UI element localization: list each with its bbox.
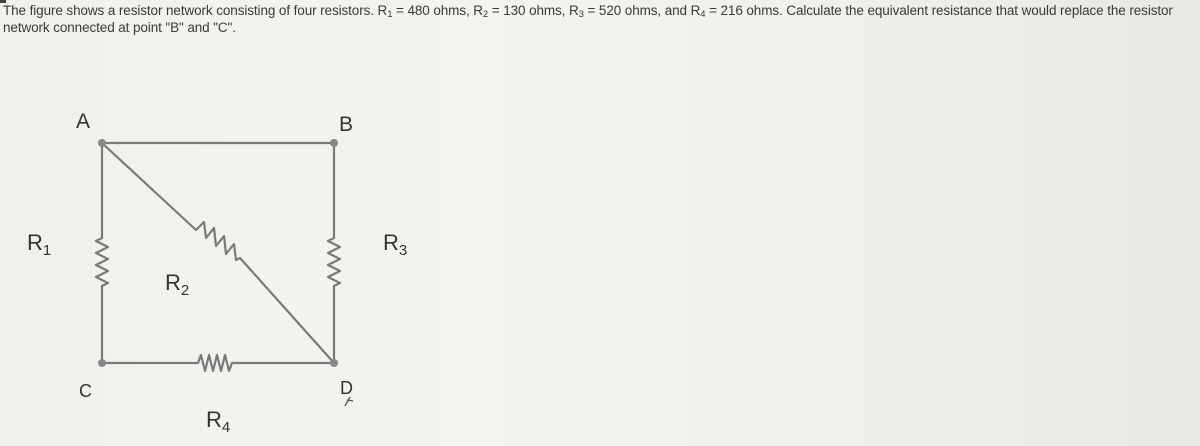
r4-label: $R_4$: [206, 407, 231, 436]
circuit-wires: [96, 143, 340, 371]
resistor-r1-zigzag: [96, 143, 108, 363]
node-a-label: A: [76, 110, 91, 133]
resistor-r4-zigzag: [102, 355, 334, 371]
node-b-label: B: [339, 113, 354, 136]
r1-subscript: 1: [387, 9, 393, 20]
r3-subscript: 3: [578, 9, 584, 20]
node-c-label: C: [79, 381, 92, 401]
r2-label: $R_2$: [165, 270, 190, 299]
node-c-dot: [98, 359, 106, 367]
node-d-label: D: [340, 378, 353, 398]
question-part-5: = 216 ohms. Calculate the equivalent resistance that would replace the resistor network connected at point "B" and "C".: [3, 3, 1173, 35]
question-part-4: = 520 ohms, and R: [583, 3, 701, 18]
question-part-2: = 480 ohms, R: [392, 3, 483, 18]
node-a-dot: [98, 139, 106, 147]
r3-label: $R_3$: [383, 230, 408, 259]
r4-subscript: 4: [700, 9, 706, 20]
r1-label: $R_1$: [27, 230, 52, 259]
node-d-tick-mark: [345, 397, 353, 406]
resistor-r3-zigzag: [328, 143, 340, 363]
node-b-dot: [330, 139, 338, 147]
question-part-3: = 130 ohms, R: [488, 3, 579, 18]
node-d-dot: [330, 359, 338, 367]
resistor-r2-zigzag: [102, 143, 334, 363]
question-part-1: The figure shows a resistor network consisting of four resistors. R: [3, 3, 388, 18]
r2-subscript: 2: [482, 9, 489, 20]
